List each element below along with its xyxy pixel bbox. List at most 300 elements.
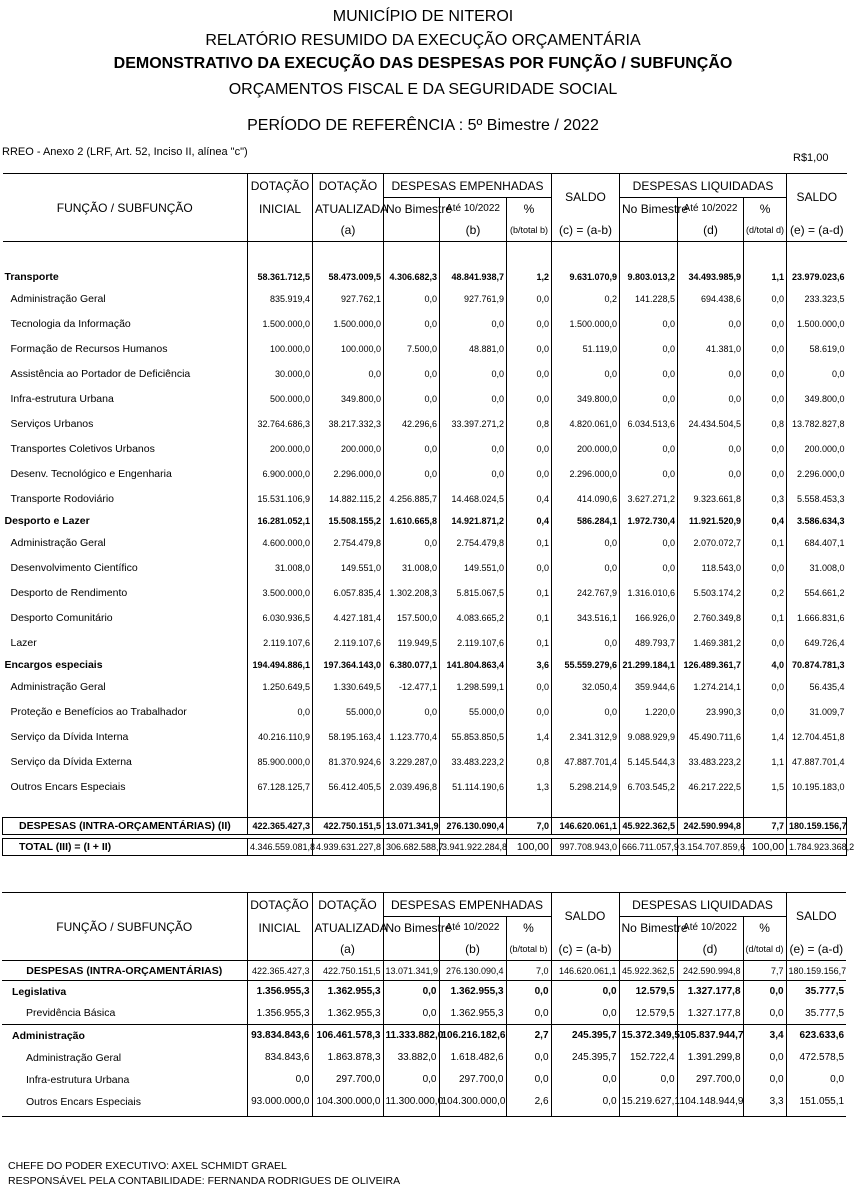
row-label: Infra-estrutura Urbana [3,387,248,412]
cell-value: 149.551,0 [440,556,507,581]
cell-value: 197.364.143,0 [313,656,384,675]
cell-value: 0,0 [678,312,744,337]
col-funcao-header: FUNÇÃO / SUBFUNÇÃO [2,893,247,961]
cell-value: 1.298.599,1 [440,675,507,700]
intra-budget-row [3,818,847,835]
liquidadas-group-header: DESPESAS LIQUIDADAS [620,174,787,198]
cell-value: 5.145.544,3 [620,750,678,775]
cell-value: 666.711.057,9 [620,839,678,856]
cell-value: 15.372.349,5 [619,1025,677,1047]
cell-value: 0,0 [620,531,678,556]
cell-value: 47.887.701,4 [552,750,620,775]
row-label: Encargos especiais [3,656,248,675]
cell-value: 10.195.183,0 [791,782,845,792]
cell-value: 1.302.208,3 [384,581,440,606]
cell-value: 106.216.182,6 [439,1025,506,1047]
row-label: Administração Geral [3,287,248,312]
cell-value: 1.784.923.368,2 [787,839,847,856]
row-label: Transportes Coletivos Urbanos [3,437,248,462]
cell-value: 93.834.843,6 [247,1025,312,1047]
cell-value: 0,0 [620,556,678,581]
cell-value: 0,0 [678,387,744,412]
cell-value: 100,00 [507,839,552,856]
liquidadas-group-header: DESPESAS LIQUIDADAS [619,893,786,917]
cell-value: 0,0 [507,675,552,700]
cell-value: 14.921.871,2 [440,512,507,531]
cell-value: 0,0 [743,1069,786,1091]
cell-value: 14.468.024,5 [440,487,507,512]
row-label: Tecnologia da Informação [3,312,248,337]
cell-value: 2.341.312,9 [552,725,620,750]
cell-value: 56.435,4 [809,682,845,692]
cell-value: 7,7 [744,818,787,835]
cell-value: 684.407,1 [804,538,845,548]
cell-value: 245.395,7 [551,1025,619,1047]
cell-value: 42.296,6 [384,412,440,437]
empenhadas-group-header: DESPESAS EMPENHADAS [383,893,551,917]
cell-value: 11.300.000,0 [383,1091,439,1113]
cell-value: 276.130.090,4 [440,818,507,835]
cell-value: 104.300.000,0 [439,1091,506,1113]
cell-value: 40.216.110,9 [248,725,313,750]
cell-value: 0,0 [744,387,787,412]
table-row [2,1025,846,1047]
cell-value: 242.767,9 [552,581,620,606]
liq-pct-label: % [744,198,787,220]
cell-value: 12.704.451,8 [791,732,845,742]
cell-value: 38.217.332,3 [313,412,384,437]
cell-value: 1.356.955,3 [247,981,312,1003]
cell-value: 11.921.520,9 [678,512,744,531]
cell-value: 2,7 [506,1025,551,1047]
reference-period: PERÍODO DE REFERÊNCIA : 5º Bimestre / 2022 [247,117,599,134]
cell-value: 1,2 [507,268,552,287]
cell-value: 55.000,0 [440,700,507,725]
cell-value: 0,0 [384,287,440,312]
cell-value: 33.483.223,2 [440,750,507,775]
cell-value: 0,1 [744,606,787,631]
cell-value: 0,0 [678,462,744,487]
report-title: RELATÓRIO RESUMIDO DA EXECUÇÃO ORÇAMENTÁRIA [205,32,641,49]
table-row [3,337,847,362]
row-label: DESPESAS (INTRA-ORÇAMENTÁRIAS) (II) [3,818,248,835]
cell-value: 1.327.177,8 [677,1003,743,1025]
cell-value: 1.972.730,4 [620,512,678,531]
cell-value: 1.500.000,0 [552,312,620,337]
cell-value: 306.682.588,7 [384,839,440,856]
row-label: Desporto de Rendimento [3,581,248,606]
cell-value: 16.281.052,1 [248,512,313,531]
cell-value: 0,1 [744,531,787,556]
cell-value: 0,0 [551,1069,619,1091]
table-row [3,656,847,675]
cell-value: 245.395,7 [551,1047,619,1069]
cell-value: 0,0 [744,631,787,656]
col-dotacao-inicial-header: DOTAÇÃO [247,893,312,917]
cell-value: 0,0 [551,1003,619,1025]
cell-value: 2.754.479,8 [440,531,507,556]
cell-value: 6.380.077,1 [384,656,440,675]
expenses-table-main [2,173,854,856]
cell-value: 85.900.000,0 [248,750,313,775]
cell-value: 0,0 [384,437,440,462]
table-row [3,512,847,531]
row-label: Serviço da Dívida Interna [3,725,248,750]
cell-value: 55.559.279,6 [552,656,620,675]
cell-value: 15.508.155,2 [313,512,384,531]
cell-value: 6.703.545,2 [620,775,678,800]
cell-value: 5.558.453,3 [797,494,845,504]
currency-unit: R$1,00 [793,152,829,164]
col-dotacao-atualizada-header: DOTAÇÃO [312,893,383,917]
cell-value: 359.944,6 [620,675,678,700]
cell-value: 1.316.010,6 [620,581,678,606]
e-formula-label: (e) = (a-d) [789,942,844,957]
cell-value: 1,4 [744,725,787,750]
cell-value: 0,0 [620,312,678,337]
table2-header [2,893,846,961]
cell-value: 3.154.707.859,6 [678,839,744,856]
cell-value: 51.119,0 [552,337,620,362]
table-row [3,487,847,512]
cell-value: 93.000.000,0 [247,1091,312,1113]
cell-value: 126.489.361,7 [678,656,744,675]
col-saldo-e-header: SALDO [796,189,838,204]
cell-value: 4.939.631.227,8 [313,839,384,856]
cell-value: 1.610.665,8 [384,512,440,531]
col-funcao-header: FUNÇÃO / SUBFUNÇÃO [3,174,248,242]
cell-value: 1.500.000,0 [797,319,845,329]
cell-value: 1.250.649,5 [248,675,313,700]
total-row [3,839,847,856]
inicial-label: INICIAL [248,198,313,220]
cell-value: 2.296.000,0 [797,469,845,479]
cell-value: 2.119.107,6 [248,631,313,656]
cell-value: 0,0 [313,362,384,387]
row-label: Administração [2,1025,247,1047]
table-row [3,556,847,581]
cell-value: 21.299.184,1 [620,656,678,675]
emp-bimestre-label: No Bimestre [383,917,439,939]
row-label: Formação de Recursos Humanos [3,337,248,362]
cell-value: 0,0 [552,556,620,581]
cell-value: 1.362.955,3 [312,981,383,1003]
row-label: Legislativa [2,981,247,1003]
cell-value: 58.619,0 [809,344,845,354]
b-label: (b) [439,939,506,961]
cell-value: 9.323.661,8 [678,487,744,512]
cell-value: 14.882.115,2 [313,487,384,512]
cell-value: 58.361.712,5 [248,268,313,287]
cell-value: 105.837.944,7 [677,1025,743,1047]
cell-value: 0,4 [507,512,552,531]
cell-value: 1,5 [744,775,787,800]
cell-value: 200.000,0 [552,437,620,462]
cell-value: 0,0 [440,437,507,462]
liq-ate-label: Até 10/2022 [678,198,744,220]
cell-value: 2.039.496,8 [384,775,440,800]
col-saldo-c-header: SALDO [551,893,619,939]
cell-value: 0,0 [552,631,620,656]
cell-value: 1.274.214,1 [678,675,744,700]
cell-value: 151.055,1 [799,1096,845,1107]
cell-value: 500.000,0 [248,387,313,412]
cell-value: 349.800,0 [804,394,845,404]
cell-value: 0,8 [744,412,787,437]
cell-value: 35.777,5 [805,1007,845,1019]
cell-value: 0,1 [507,581,552,606]
cell-value: 4.600.000,0 [248,531,313,556]
cell-value: 554.661,2 [804,588,845,598]
cell-value: 0,0 [678,437,744,462]
cell-value: 297.700,0 [439,1069,506,1091]
table-row [3,362,847,387]
row-label: TOTAL (III) = (I + II) [3,839,248,856]
cell-value: 1.220,0 [620,700,678,725]
cell-value: 1.469.381,2 [678,631,744,656]
cell-value: 1.500.000,0 [313,312,384,337]
cell-value: 12.579,5 [619,1003,677,1025]
cell-value: 15.531.106,9 [248,487,313,512]
cell-value: 146.620.061,1 [551,961,619,981]
cell-value: 997.708.943,0 [552,839,620,856]
cell-value: 6.034.513,6 [620,412,678,437]
emp-pct-label: % [507,198,552,220]
cell-value: 166.926,0 [620,606,678,631]
cell-value: 0,0 [507,387,552,412]
cell-value: 0,0 [506,1003,551,1025]
table-row [3,775,847,800]
cell-value: 0,1 [507,631,552,656]
liq-pct-label: % [743,917,786,939]
row-label: Lazer [3,631,248,656]
cell-value: 0,2 [552,287,620,312]
row-label: DESPESAS (INTRA-ORÇAMENTÁRIAS) [2,961,247,981]
cell-value: 1,4 [507,725,552,750]
cell-value: 1.362.955,3 [312,1003,383,1025]
d-label: (d) [677,939,743,961]
cell-value: 242.590.994,8 [678,818,744,835]
row-label: Serviços Urbanos [3,412,248,437]
atualizada-label: ATUALIZADA [313,198,384,220]
cell-value: 2.296.000,0 [552,462,620,487]
cell-value: 4.256.885,7 [384,487,440,512]
cell-value: 0,0 [830,1074,845,1085]
cell-value: 3.586.634,3 [797,516,845,526]
cell-value: 6.900.000,0 [248,462,313,487]
liq-bimestre-label: No Bimestre [620,198,678,220]
cell-value: 2.296.000,0 [313,462,384,487]
cell-value: 649.726,4 [804,638,845,648]
cell-value: 2.760.349,8 [678,606,744,631]
cell-value: 104.148.944,9 [677,1091,743,1113]
cell-value: 4.427.181,4 [313,606,384,631]
cell-value: 7,0 [506,961,551,981]
cell-value: 7,0 [507,818,552,835]
cell-value: 45.490.711,6 [678,725,744,750]
cell-value: 200.000,0 [804,444,845,454]
spacer-row [3,800,847,818]
cell-value: 13.071.341,9 [383,961,439,981]
cell-value: 2.070.072,7 [678,531,744,556]
cell-value: 12.579,5 [619,981,677,1003]
cell-value: -12.477,1 [384,675,440,700]
cell-value: 0,0 [440,362,507,387]
table-row [3,725,847,750]
cell-value: 422.750.151,5 [312,961,383,981]
cell-value: 834.843,6 [247,1047,312,1069]
row-label: Desporto Comunitário [3,606,248,631]
cell-value: 586.284,1 [552,512,620,531]
cell-value: 0,0 [506,981,551,1003]
cell-value: 5.503.174,2 [678,581,744,606]
cell-value: 0,0 [619,1069,677,1091]
row-label: Desporto e Lazer [3,512,248,531]
cell-value: 4,0 [744,656,787,675]
cell-value: 35.777,5 [805,986,845,998]
cell-value: 3,6 [507,656,552,675]
cell-value: 146.620.061,1 [552,818,620,835]
col-dotacao-inicial-header: DOTAÇÃO [248,174,313,198]
cell-value: 31.008,0 [384,556,440,581]
cell-value: 0,0 [507,287,552,312]
c-formula-label: (c) = (a-b) [551,939,619,961]
cell-value: 194.494.886,1 [248,656,313,675]
cell-value: 104.300.000,0 [312,1091,383,1113]
cell-value: 2,6 [506,1091,551,1113]
cell-value: 31.008,0 [248,556,313,581]
cell-value: 1.666.831,6 [797,613,845,623]
cell-value: 48.881,0 [440,337,507,362]
b-total-label: (b/total b) [506,939,551,961]
cell-value: 0,0 [507,462,552,487]
emp-pct-label: % [506,917,551,939]
cell-value: 67.128.125,7 [248,775,313,800]
cell-value: 0,0 [384,462,440,487]
cell-value: 0,0 [383,1003,439,1025]
cell-value: 32.764.686,3 [248,412,313,437]
row-label: Infra-estrutura Urbana [2,1069,247,1091]
cell-value: 149.551,0 [313,556,384,581]
cell-value: 0,1 [507,531,552,556]
cell-value: 0,0 [507,556,552,581]
cell-value: 34.493.985,9 [678,268,744,287]
cell-value: 152.722,4 [619,1047,677,1069]
cell-value: 349.800,0 [552,387,620,412]
row-label: Transporte [3,268,248,287]
cell-value: 422.365.427,3 [248,818,313,835]
cell-value: 0,0 [551,1091,619,1113]
cell-value: 0,0 [552,362,620,387]
row-label: Outros Encars Especiais [2,1091,247,1113]
cell-value: 0,0 [507,700,552,725]
cell-value: 7,7 [743,961,786,981]
table-row [3,606,847,631]
cell-value: 100.000,0 [248,337,313,362]
cell-value: 0,0 [620,337,678,362]
cell-value: 0,0 [744,362,787,387]
annex-reference: RREO - Anexo 2 (LRF, Art. 52, Inciso II, alínea "c") [2,146,248,158]
cell-value: 4.346.559.081,8 [248,839,313,856]
cell-value: 0,0 [743,1047,786,1069]
cell-value: 141.804.863,4 [440,656,507,675]
cell-value: 0,0 [440,462,507,487]
cell-value: 1.330.649,5 [313,675,384,700]
table-row [2,1069,846,1091]
d-total-label: (d/total d) [743,939,786,961]
cell-value: 1.391.299,8 [677,1047,743,1069]
cell-value: 1.356.955,3 [247,1003,312,1025]
cell-value: 927.762,1 [313,287,384,312]
cell-value: 2.119.107,6 [313,631,384,656]
cell-value: 180.159.156,7 [787,818,847,835]
cell-value: 297.700,0 [677,1069,743,1091]
empenhadas-group-header: DESPESAS EMPENHADAS [384,174,552,198]
cell-value: 33.882,0 [383,1047,439,1069]
cell-value: 835.919,4 [248,287,313,312]
cell-value: 5.298.214,9 [552,775,620,800]
cell-value: 200.000,0 [313,437,384,462]
table-row [3,631,847,656]
table-row [3,412,847,437]
cell-value: 276.130.090,4 [439,961,506,981]
a-label: (a) [312,939,383,961]
cell-value: 0,0 [507,337,552,362]
cell-value: 9.088.929,9 [620,725,678,750]
table-row [3,700,847,725]
cell-value: 30.000,0 [248,362,313,387]
cell-value: 56.412.405,5 [313,775,384,800]
cell-value: 33.483.223,2 [678,750,744,775]
cell-value: 0,0 [384,531,440,556]
cell-value: 31.009,7 [809,707,845,717]
cell-value: 0,0 [507,362,552,387]
cell-value: 1.327.177,8 [677,981,743,1003]
cell-value: 1.500.000,0 [248,312,313,337]
row-label: Desenvolvimento Científico [3,556,248,581]
cell-value: 200.000,0 [248,437,313,462]
b-label: (b) [440,220,507,242]
row-label: Transporte Rodoviário [3,487,248,512]
row-label: Administração Geral [2,1047,247,1069]
cell-value: 11.333.882,0 [383,1025,439,1047]
cell-value: 0,0 [620,362,678,387]
cell-value: 1,3 [507,775,552,800]
cell-value: 1.362.955,3 [439,981,506,1003]
cell-value: 0,1 [507,606,552,631]
table-row [3,462,847,487]
statement-title: DEMONSTRATIVO DA EXECUÇÃO DAS DESPESAS POR FUNÇÃO / SUBFUNÇÃO [113,55,733,72]
row-label: Serviço da Dívida Externa [3,750,248,775]
cell-value: 55.000,0 [313,700,384,725]
cell-value: 489.793,7 [620,631,678,656]
cell-value: 33.397.271,2 [440,412,507,437]
cell-value: 7.500,0 [384,337,440,362]
cell-value: 0,0 [620,387,678,412]
a-label: (a) [313,220,384,242]
cell-value: 100.000,0 [313,337,384,362]
emp-ate-label: Até 10/2022 [440,198,507,220]
cell-value: 0,0 [507,312,552,337]
cell-value: 0,0 [384,387,440,412]
cell-value: 3,3 [743,1091,786,1113]
cell-value: 1,1 [744,750,787,775]
budget-subtitle: ORÇAMENTOS FISCAL E DA SEGURIDADE SOCIAL [228,81,618,98]
cell-value: 81.370.924,6 [313,750,384,775]
row-label: Assistência ao Portador de Deficiência [3,362,248,387]
cell-value: 1.863.878,3 [312,1047,383,1069]
cell-value: 45.922.362,5 [619,961,677,981]
